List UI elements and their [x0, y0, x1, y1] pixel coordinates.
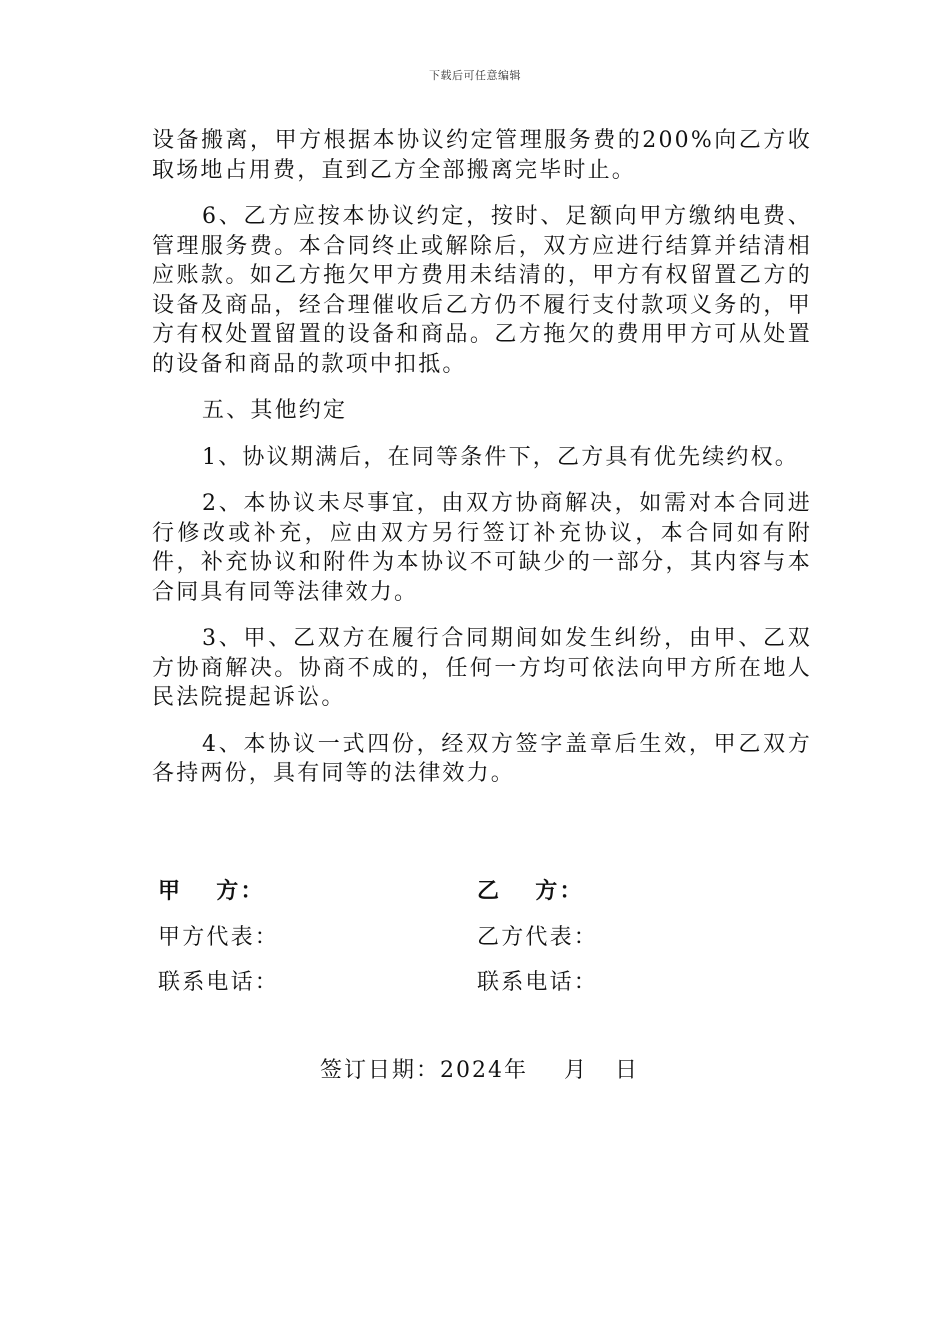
paragraph: 设备搬离，甲方根据本协议约定管理服务费的200%向乙方收取场地占用费，直到乙方全部搬离完毕时止。 — [152, 128, 812, 183]
paragraph: 1、协议期满后，在同等条件下，乙方具有优先续约权。 — [202, 444, 799, 470]
section-heading: 五、其他约定 — [202, 398, 348, 423]
party-a-representative-label: 甲方代表： — [158, 925, 280, 950]
paragraph: 3、甲、乙双方在履行合同期间如发生纠纷，由甲、乙双方协商解决。协商不成的，任何一方均可依法向甲方所在地人民法院提起诉讼。 — [152, 626, 812, 710]
party-a-label: 甲 方： — [158, 878, 265, 904]
signing-date: 签订日期：2024年 月 日 — [320, 1058, 639, 1083]
party-a-phone-label: 联系电话： — [158, 970, 280, 995]
page-header-note: 下载后可任意编辑 — [429, 69, 521, 82]
paragraph: 2、本协议未尽事宜，由双方协商解决，如需对本合同进行修改或补充，应由双方另行签订补充协议，本合同如有附件，补充协议和附件为本协议不可缺少的一部分，其内容与本合同具有同等法律效力。 — [152, 491, 812, 605]
party-b-label: 乙 方： — [477, 878, 584, 904]
party-b-representative-label: 乙方代表： — [477, 925, 599, 950]
contract-body — [152, 126, 812, 806]
paragraph: 4、本协议一式四份，经双方签字盖章后生效，甲乙双方各持两份，具有同等的法律效力。 — [152, 731, 812, 786]
paragraph: 6、乙方应按本协议约定，按时、足额向甲方缴纳电费、管理服务费。本合同终止或解除后，双方应进行结算并结清相应账款。如乙方拖欠甲方费用未结清的，甲方有权留置乙方的设备及商品，经合理催收后乙方仍不履行支付款项义务的，甲方有权处置留置的设备和商品。乙方拖欠的费用甲方可从处置的设备和商品的款项中扣抵。 — [152, 204, 812, 377]
party-b-phone-label: 联系电话： — [477, 970, 599, 995]
